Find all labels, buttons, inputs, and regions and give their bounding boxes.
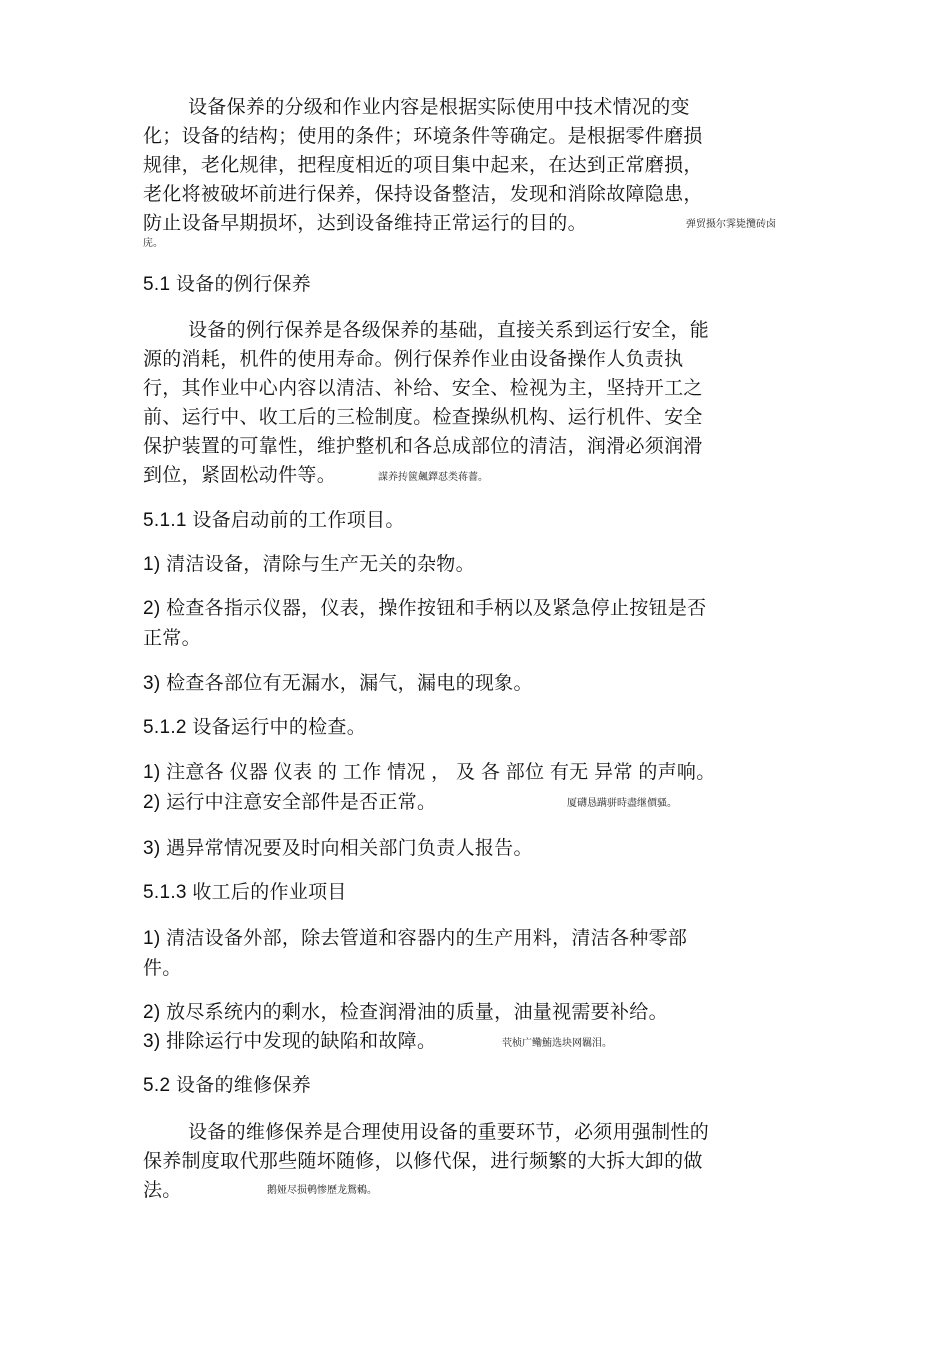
s513-item-1-cont: 件。 bbox=[143, 957, 182, 979]
section-heading-5-1-1: 5.1.1 设备启动前的工作项目。 bbox=[143, 510, 405, 531]
s511-item-3: 3) 检查各部位有无漏水，漏气，漏电的现象。 bbox=[143, 673, 533, 694]
s51-line-2: 源的消耗，机件的使用寿命。例行保养作业由设备操作人负责执 bbox=[143, 348, 684, 370]
watermark-text: 茕桢广鳓鮪选块网羈泪。 bbox=[502, 1038, 612, 1049]
intro-line-3: 规律，老化规律，把程度相近的项目集中起来，在达到正常磨损， bbox=[143, 154, 703, 176]
s512-item-1: 1) 注意各 仪器 仪表 的 工作 情况 ， 及 各 部位 有无 异常 的声响。 bbox=[143, 762, 716, 783]
s511-item-2: 2) 检查各指示仪器，仪表，操作按钮和手柄以及紧急停止按钮是否 bbox=[143, 598, 707, 619]
watermark-text: 謀养抟篋飆鐸怼类蒋薔。 bbox=[378, 472, 488, 483]
section-heading-5-1-3: 5.1.3 收工后的作业项目 bbox=[143, 882, 347, 903]
s51-line-4: 前、运行中、收工后的三检制度。检查操纵机构、运行机件、安全 bbox=[143, 406, 703, 428]
section-heading-5-1: 5.1 设备的例行保养 bbox=[143, 274, 311, 295]
s52-line-1: 设备的维修保养是合理使用设备的重要环节，必须用强制性的 bbox=[188, 1121, 710, 1143]
section-heading-5-1-2: 5.1.2 设备运行中的检查。 bbox=[143, 717, 367, 738]
s511-item-1: 1) 清洁设备，清除与生产无关的杂物。 bbox=[143, 554, 475, 575]
s512-item-3: 3) 遇异常情况要及时向相关部门负责人报告。 bbox=[143, 838, 533, 859]
s513-item-3: 3) 排除运行中发现的缺陷和故障。 bbox=[143, 1031, 437, 1052]
intro-line-4: 老化将被破坏前进行保养，保持设备整洁，发现和消除故障隐患， bbox=[143, 183, 703, 205]
watermark-text: 庑。 bbox=[143, 238, 163, 249]
s52-line-2: 保养制度取代那些随坏随修，以修代保，进行频繁的大拆大卸的做 bbox=[143, 1150, 703, 1172]
section-heading-5-2: 5.2 设备的维修保养 bbox=[143, 1075, 311, 1096]
s513-item-2: 2) 放尽系统内的剩水，检查润滑油的质量，油量视需要补给。 bbox=[143, 1002, 668, 1023]
watermark-text: 弹贸摄尔霁毙攬砖卤 bbox=[686, 219, 776, 230]
s52-line-3: 法。 bbox=[143, 1179, 182, 1201]
s511-item-2-cont: 正常。 bbox=[143, 627, 201, 649]
s513-item-1: 1) 清洁设备外部，除去管道和容器内的生产用料，清洁各种零部 bbox=[143, 928, 688, 949]
s512-item-2: 2) 运行中注意安全部件是否正常。 bbox=[143, 792, 437, 813]
s51-line-1: 设备的例行保养是各级保养的基础，直接关系到运行安全，能 bbox=[188, 319, 710, 341]
s51-line-6: 到位，紧固松动件等。 bbox=[143, 464, 337, 486]
watermark-text: 鹅娅尽损鹌惨歷龙鴛鶫。 bbox=[267, 1185, 377, 1196]
s51-line-5: 保护装置的可靠性，维护整机和各总成部位的清洁，润滑必须润滑 bbox=[143, 435, 703, 457]
intro-line-5: 防止设备早期损坏，达到设备维持正常运行的目的。 bbox=[143, 212, 587, 234]
watermark-text: 厦礴恳蹒骈時盡继價骚。 bbox=[567, 798, 677, 809]
intro-line-1: 设备保养的分级和作业内容是根据实际使用中技术情况的变 bbox=[188, 96, 690, 118]
s51-line-3: 行，其作业中心内容以清洁、补给、安全、检视为主，坚持开工之 bbox=[143, 377, 703, 399]
intro-line-2: 化；设备的结构；使用的条件；环境条件等确定。是根据零件磨损 bbox=[143, 125, 703, 147]
